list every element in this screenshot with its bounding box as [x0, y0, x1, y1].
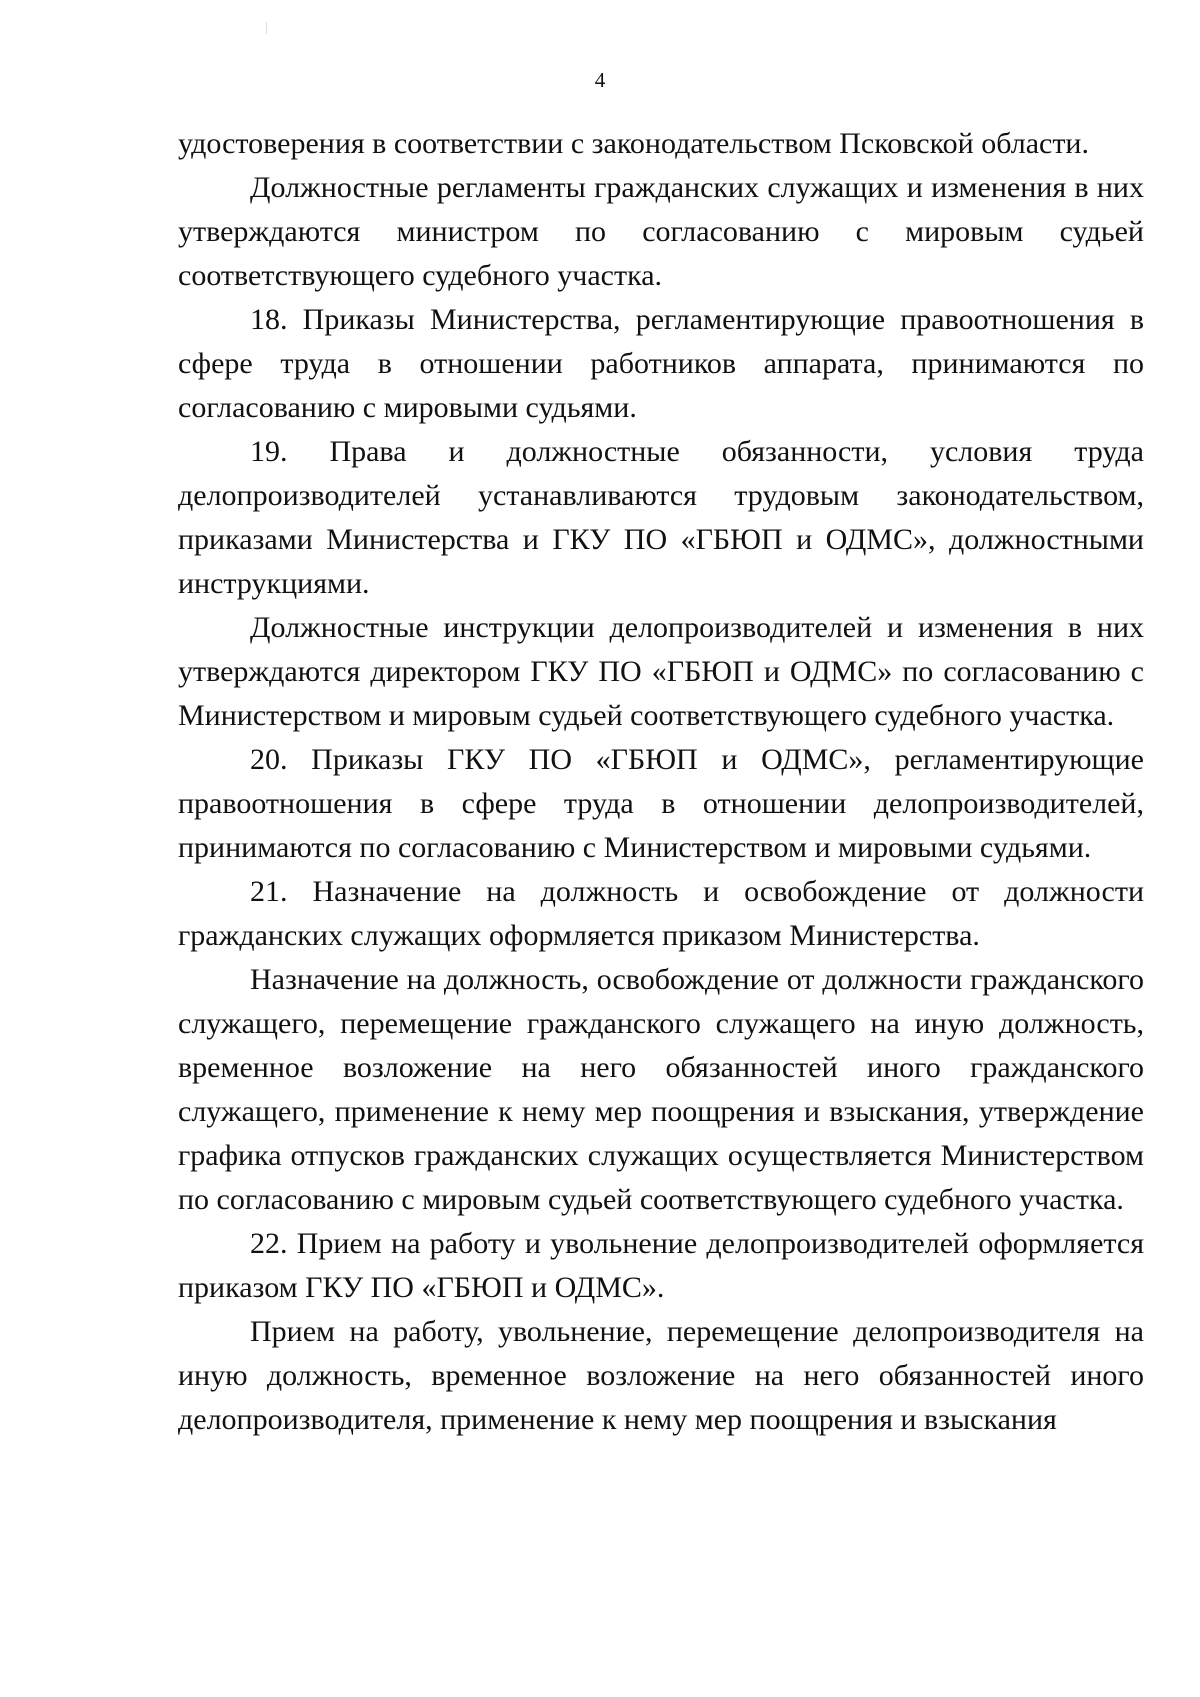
- paragraph-item-19: 19. Права и должностные обязанности, условия труда делопроизводителей устанавливаются трудовым законодательством, приказами Министерства и ГКУ ПО «ГБЮП и ОДМС», должностными инструкциями.: [178, 435, 1144, 600]
- document-body: [178, 122, 1144, 1442]
- page-number: 4: [594, 68, 606, 92]
- paragraph-continuation: удостоверения в соответствии с законодательством Псковской области.: [178, 127, 1089, 160]
- scan-artifact: [266, 22, 267, 34]
- paragraph-job-instructions: Должностные инструкции делопроизводителей и изменения в них утверждаются директором ГКУ ПО «ГБЮП и ОДМС» по согласованию с Министерством и мировым судьей соответствующего судебного участка.: [178, 611, 1144, 732]
- paragraph-item-22: 22. Прием на работу и увольнение делопроизводителей оформляется приказом ГКУ ПО «ГБЮП и ОДМС».: [178, 1227, 1144, 1304]
- paragraph-job-regulations: Должностные регламенты гражданских служащих и изменения в них утверждаются министром по согласованию с мировым судьей соответствующего судебного участка.: [178, 171, 1144, 292]
- paragraph-item-18: 18. Приказы Министерства, регламентирующие правоотношения в сфере труда в отношении работников аппарата, принимаются по согласованию с мировыми судьями.: [178, 303, 1144, 424]
- paragraph-item-21: 21. Назначение на должность и освобождение от должности гражданских служащих оформляется приказом Министерства.: [178, 875, 1144, 952]
- paragraph-hiring: Прием на работу, увольнение, перемещение делопроизводителя на иную должность, временное возложение на него обязанностей иного делопроизводителя, применение к нему мер поощрения и взыскания: [178, 1315, 1144, 1436]
- paragraph-appointment: Назначение на должность, освобождение от должности гражданского служащего, перемещение гражданского служащего на иную должность, временное возложение на него обязанностей иного гражданского служащего, применение к нему мер поощрения и взыскания, утверждение графика отпусков гражданских служащих осуществляется Министерством по согласованию с мировым судьей соответствующего судебного участка.: [178, 963, 1144, 1216]
- paragraph-item-20: 20. Приказы ГКУ ПО «ГБЮП и ОДМС», регламентирующие правоотношения в сфере труда в отношении делопроизводителей, принимаются по согласованию с Министерством и мировыми судьями.: [178, 743, 1144, 864]
